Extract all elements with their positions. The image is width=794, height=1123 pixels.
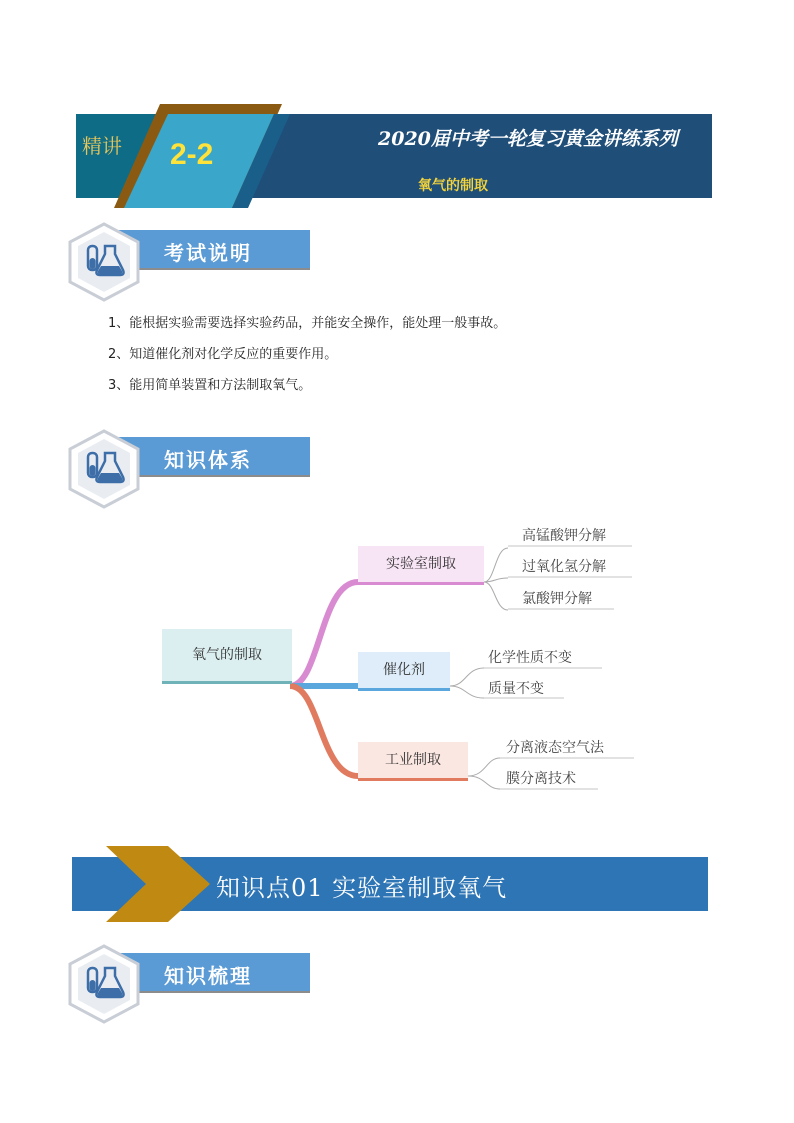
- mindmap-branch-industry: 工业制取: [358, 742, 468, 781]
- series-title: 2020届中考一轮复习黄金讲练系列: [378, 128, 678, 150]
- mindmap-leaf: 分离液态空气法: [506, 740, 604, 756]
- mindmap-leaf: 化学性质不变: [488, 650, 572, 666]
- mindmap-leaf: 膜分离技术: [506, 771, 576, 787]
- exam-item: 2、知道催化剂对化学反应的重要作用。: [108, 347, 338, 362]
- chevron-icon: [106, 846, 210, 922]
- lesson-number: 2-2: [170, 138, 214, 171]
- flask-icon: [68, 944, 140, 1024]
- knowledge-point-title: 知识点01 实验室制取氧气: [216, 874, 508, 902]
- section-title-exam: 考试说明: [164, 241, 252, 265]
- mindmap-leaf: 过氧化氢分解: [522, 559, 606, 575]
- mindmap-root: 氧气的制取: [162, 629, 292, 684]
- mindmap-leaf: 氯酸钾分解: [522, 591, 592, 607]
- mindmap-branch-lab: 实验室制取: [358, 546, 484, 585]
- lesson-subtitle: 氧气的制取: [418, 178, 488, 194]
- mindmap-branch-catalyst: 催化剂: [358, 652, 450, 691]
- exam-item: 1、能根据实验需要选择实验药品，并能安全操作，能处理一般事故。: [108, 316, 507, 331]
- mindmap-leaf: 高锰酸钾分解: [522, 528, 606, 544]
- flask-icon: [68, 429, 140, 509]
- section-title-sort: 知识梳理: [164, 964, 252, 988]
- exam-item: 3、能用简单装置和方法制取氧气。: [108, 378, 312, 393]
- mindmap-leaf: 质量不变: [488, 681, 544, 697]
- header-tag: 精讲: [82, 134, 122, 158]
- flask-icon: [68, 222, 140, 302]
- section-title-system: 知识体系: [164, 448, 252, 472]
